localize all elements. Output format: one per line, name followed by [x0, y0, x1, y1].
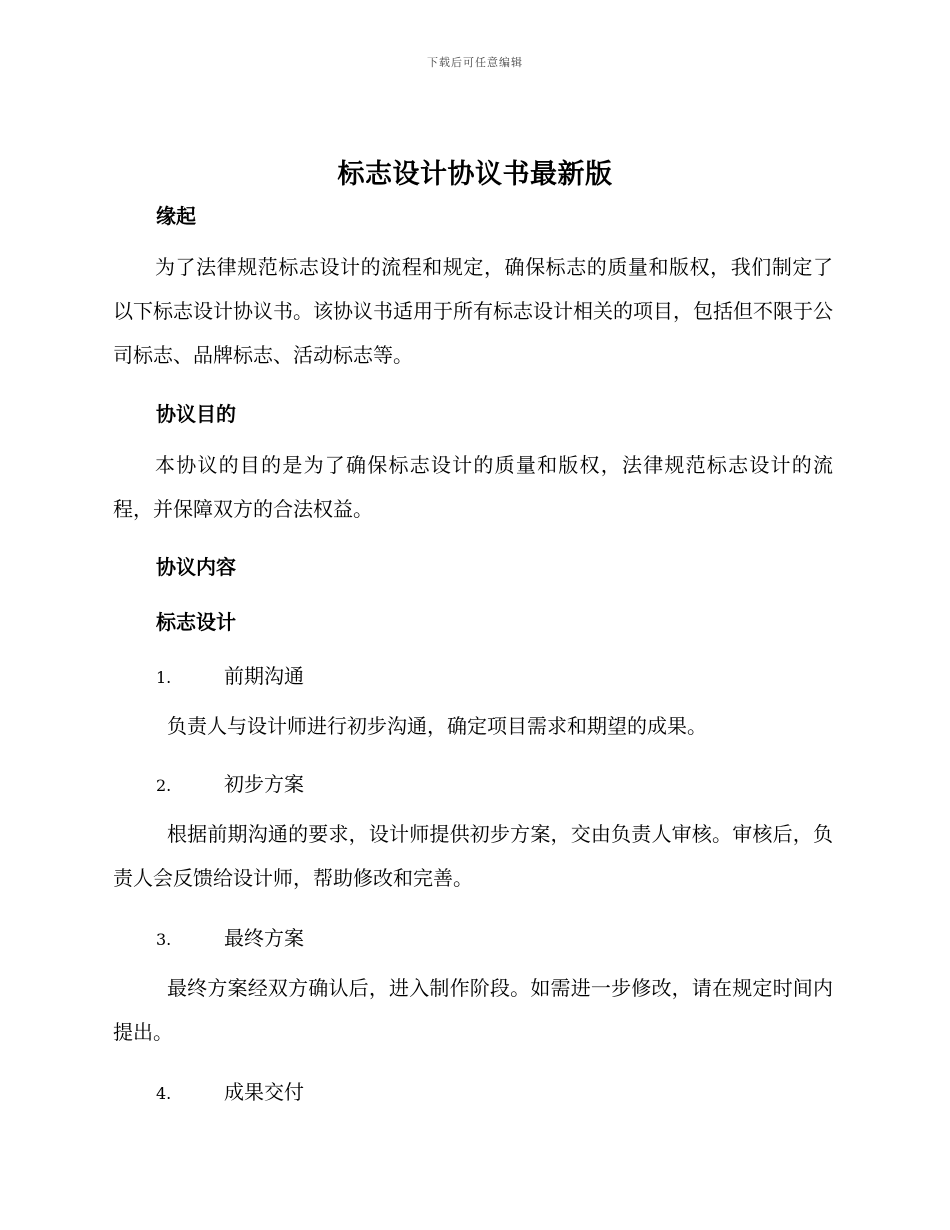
list-item-2 — [156, 768, 304, 797]
list-item-text: 负责人与设计师进行初步沟通，确定项目需求和期望的成果。 — [167, 714, 707, 738]
list-item-3 — [156, 922, 304, 951]
list-item-1 — [156, 660, 304, 689]
heading-content: 协议内容 — [156, 555, 236, 579]
list-item-number: 4. — [156, 1084, 172, 1103]
page-title: 标志设计协议书最新版 — [337, 159, 613, 190]
list-item-label: 成果交付 — [224, 1080, 304, 1104]
list-item-number: 2. — [156, 776, 172, 795]
list-item-label: 初步方案 — [224, 772, 304, 796]
paragraph-purpose: 本协议的目的是为了确保标志设计的质量和版权，法律规范标志设计的流程，并保障双方的合法权益。 — [113, 453, 833, 521]
heading-origin: 缘起 — [156, 204, 196, 228]
list-item-text: 根据前期沟通的要求，设计师提供初步方案，交由负责人审核。审核后，负责人会反馈给设计师，帮助修改和完善。 — [113, 822, 833, 890]
list-item-label: 前期沟通 — [224, 664, 304, 688]
list-item-label: 最终方案 — [224, 926, 304, 950]
list-item-4 — [156, 1076, 304, 1105]
paragraph-origin: 为了法律规范标志设计的流程和规定，确保标志的质量和版权，我们制定了以下标志设计协议书。该协议书适用于所有标志设计相关的项目，包括但不限于公司标志、品牌标志、活动标志等。 — [113, 255, 833, 367]
heading-purpose: 协议目的 — [156, 402, 236, 426]
header-note: 下载后可任意编辑 — [427, 56, 523, 69]
list-item-text: 最终方案经双方确认后，进入制作阶段。如需进一步修改，请在规定时间内提出。 — [113, 976, 833, 1044]
list-item-number: 3. — [156, 930, 172, 949]
heading-design: 标志设计 — [156, 610, 236, 634]
list-item-number: 1. — [156, 668, 172, 687]
